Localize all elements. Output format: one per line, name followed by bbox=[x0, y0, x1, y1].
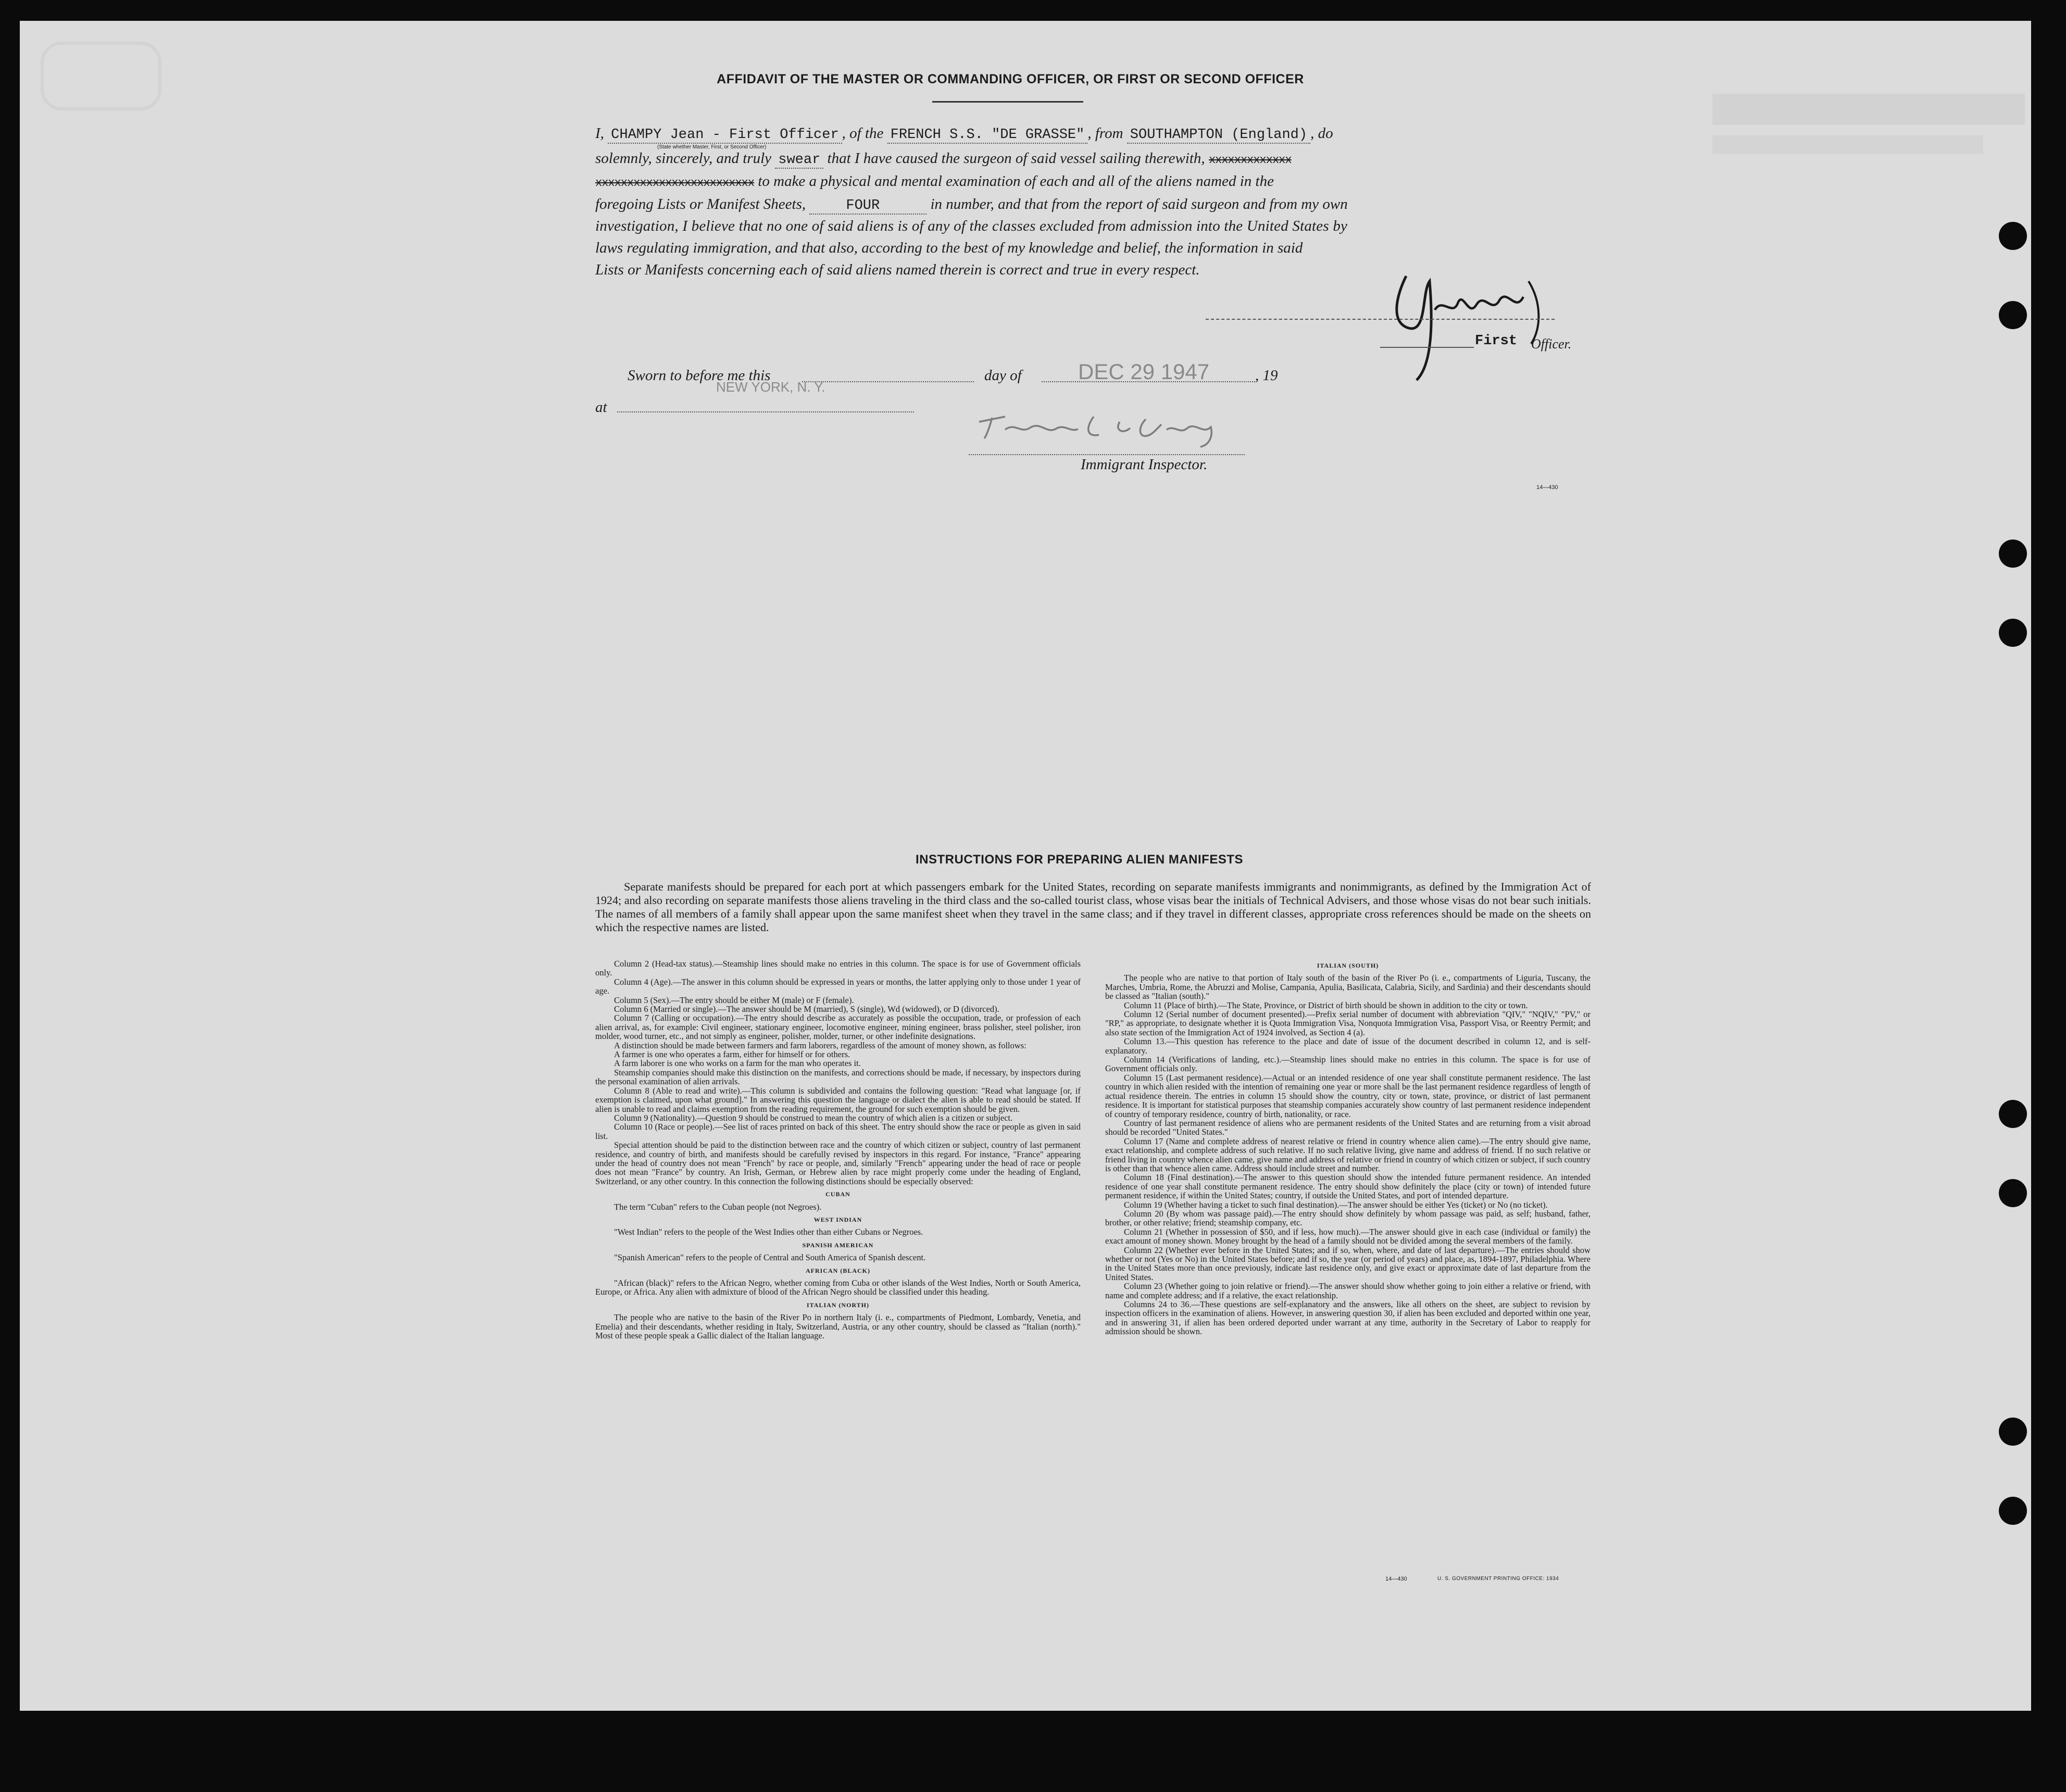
printer-imprint: U. S. GOVERNMENT PRINTING OFFICE: 1934 bbox=[1437, 1576, 1559, 1582]
signature-line bbox=[1380, 347, 1474, 348]
officer-name-field: CHAMPY Jean - First Officer bbox=[608, 127, 842, 144]
affidavit-line-4 bbox=[595, 195, 1590, 215]
officer-title-typed: First bbox=[1475, 333, 1518, 349]
instruction-paragraph: Column 22 (Whether ever before in the United States; and if so, when, where, and date of last departure).—The entries should show whether or not (Yes or No) in the United States before; and if so, the year (or period of years) and place, as, 1894-1897, Philadelphia. Where in the United States more than once previously, indicate last residence only, and give exact or approximate date of last departure from the United States. bbox=[1105, 1245, 1591, 1282]
affidavit-text: in number, and that from the report of said surgeon and from my own bbox=[930, 196, 1348, 212]
instruction-paragraph: Column 6 (Married or single).—The answer should be M (married), S (single), Wd (widowed), or D (divorced). bbox=[614, 1004, 999, 1014]
year-label: , 19 bbox=[1255, 367, 1278, 384]
struck-out-text: xxxxxxxxxxxxx bbox=[1208, 154, 1292, 167]
affidavit-text: foregoing Lists or Manifest Sheets, bbox=[595, 196, 806, 212]
instruction-paragraph: Column 12 (Serial number of document presented).—Prefix serial number of document with abbreviation "QIV," "NQIV," "PV," or "RP," as appropriate, to designate whether it is Quota Immigration Visa, Nonquota Immigration Visa, Passport Visa, or Reentry Permit; and also state section of the Immigration Act of 1924 involved, as Section 4 (a). bbox=[1105, 1009, 1591, 1037]
binder-hole bbox=[1999, 1179, 2027, 1207]
instruction-paragraph: Column 7 (Calling or occupation).—The entry should describe as accurately as possible the occupation, trade, or profession of each alien arrival, as, for example: Civil engineer, stationary engineer, locomotive engineer, mining engineer, brass polisher, steel polisher, iron molder, wood turner, etc., and not simply as engineer, polisher, molder, turner, or other indefinite designations. bbox=[595, 1013, 1081, 1042]
affidavit-line-5: investigation, I believe that no one of said aliens is of any of the classes excluded from admission into the United States by bbox=[595, 218, 1348, 234]
inspector-title: Immigrant Inspector. bbox=[1081, 456, 1208, 473]
departure-port-field: SOUTHAMPTON (England) bbox=[1127, 127, 1310, 144]
instruction-paragraph: "West Indian" refers to the people of the West Indies other than either Cubans or Negroes. bbox=[614, 1227, 923, 1237]
instructions-left-column bbox=[595, 959, 1081, 1340]
instruction-paragraph: The people who are native to that portion of Italy south of the basin of the River Po (i. e., compartments of Liguria, Tuscany, the Marches, Umbria, Rome, the Abruzzi and Molise, Campania, Apulia, Basilicata, Calabria, Sicily, and Sardinia) and their descendants should be classed as "Italian (south)." bbox=[1105, 973, 1591, 1001]
instruction-paragraph: Column 15 (Last permanent residence).—Actual or an intended residence of one year shall constitute permanent residence. The last country in which alien resided with the intention of remaining one year or more shall be the last permanent residence regardless of length of actual residence therein. The entries in column 15 should show the country, city or town, state, province, or district of last permanent residence. It is important for statistical purposes that steamship companies accurately show country of last permanent residence independent of country of temporary residence, country of birth, nationality, or race. bbox=[1105, 1072, 1591, 1119]
instruction-paragraph: Column 8 (Able to read and write).—This column is subdivided and contains the following question: "Read what language [or, if exemption is claimed, upon what ground]." In answering this question the language or dialect the alien is able to read should be stated. If alien is unable to read and claims exemption from the reading requirement, the ground for such exemption should be given. bbox=[595, 1085, 1081, 1114]
officer-signature bbox=[1385, 260, 1573, 385]
section-heading: ITALIAN (NORTH) bbox=[806, 1301, 870, 1309]
blank-line bbox=[617, 411, 914, 412]
rank-note: (State whether Master, First, or Second Officer) bbox=[657, 144, 767, 150]
affidavit-text: , of the bbox=[842, 125, 884, 142]
binder-hole bbox=[1999, 301, 2027, 329]
location-stamp: NEW YORK, N. Y. bbox=[716, 379, 825, 395]
footer-form-code: 14—430 bbox=[1385, 1576, 1407, 1582]
day-of-label: day of bbox=[984, 367, 1022, 384]
instruction-paragraph: "African (black)" refers to the African Negro, whether coming from Cuba or other islands of the West Indies, North or South America, Europe, or Africa. Any alien with admixture of blood of the African Negro should be classified under this heading. bbox=[595, 1278, 1081, 1297]
instruction-paragraph: Column 10 (Race or people).—See list of races printed on back of this sheet. The entry should show the race or people as given in said list. bbox=[595, 1122, 1081, 1141]
affidavit-text: to make a physical and mental examination of each and all of the aliens named in the bbox=[758, 173, 1274, 190]
oath-field: swear bbox=[775, 152, 823, 169]
binder-hole bbox=[1999, 619, 2027, 647]
officer-title-print: Officer. bbox=[1531, 336, 1572, 352]
blank-line bbox=[802, 381, 974, 382]
vessel-name-field: FRENCH S.S. "DE GRASSE" bbox=[887, 127, 1088, 144]
instruction-paragraph: Column 11 (Place of birth).—The State, Province, or District of birth should be shown in addition to the city or town. bbox=[1124, 1000, 1528, 1010]
instruction-paragraph: Country of last permanent residence of aliens who are permanent residents of the United States and are returning from a visit abroad should be recorded "United States." bbox=[1105, 1118, 1591, 1137]
signature-line bbox=[1206, 319, 1555, 320]
affidavit-text: , do bbox=[1310, 125, 1333, 142]
instruction-paragraph: The people who are native to the basin of the River Po in northern Italy (i. e., compartments of Piedmont, Lombardy, Venetia, and Emelia) and their descendants, whether residing in Italy, Switzerland, Austria, or any other country, should be classed as "Italian (north)." Most of these people speak a Gallic dialect of the Italian language. bbox=[595, 1312, 1081, 1341]
affidavit-line-1 bbox=[595, 124, 1590, 144]
affidavit-line-6: laws regulating immigration, and that also, according to the best of my knowledge and belief, the information in said bbox=[595, 240, 1303, 256]
bleed-through-mark bbox=[41, 42, 161, 110]
affidavit-line-7: Lists or Manifests concerning each of said aliens named therein is correct and true in every respect. bbox=[595, 261, 1200, 278]
instruction-paragraph: Column 23 (Whether going to join relative or friend).—The answer should show whether going to join either a relative or friend, with name and complete address; and if a relative, the exact relationship. bbox=[1105, 1281, 1591, 1300]
instructions-intro: Separate manifests should be prepared for each port at which passengers embark for the United States, recording on separate manifests immigrants and nonimmigrants, as defined by the Immigration Act of 1924; and also recording on separate manifests those aliens traveling in the third class and the so-called tourist class, whose visas bear the initials of Technical Advisers, and those whose visas do not bear such initials. The names of all members of a family shall appear upon the same manifest sheet when they travel in the same class; and if they travel in different classes, appropriate cross references should be made on the sheets on which the respective names are listed. bbox=[595, 880, 1591, 934]
affidavit-text: I, bbox=[595, 125, 604, 142]
binder-hole bbox=[1999, 1100, 2027, 1128]
instruction-paragraph: Column 13.—This question has reference to the place and date of issue of the document described in column 12, and is self-explanatory. bbox=[1105, 1036, 1591, 1056]
inspector-signature bbox=[974, 406, 1245, 448]
binder-hole bbox=[1999, 1418, 2027, 1446]
instruction-paragraph: Column 21 (Whether in possession of $50, and if less, how much).—The answer should give in each case (individual or family) the exact amount of money shown. Money brought by the head of a family should not be divided among the several members of the family. bbox=[1105, 1226, 1591, 1246]
section-heading: AFRICAN (BLACK) bbox=[806, 1267, 870, 1274]
instruction-paragraph: Column 5 (Sex).—The entry should be either M (male) or F (female). bbox=[614, 995, 854, 1005]
section-heading: WEST INDIAN bbox=[813, 1215, 862, 1223]
instruction-paragraph: Column 14 (Verifications of landing, etc.).—Steamship lines should make no entries in this column. The space is for use of Government officials only. bbox=[1105, 1055, 1591, 1074]
instruction-paragraph: A distinction should be made between farmers and farm laborers, regardless of the amount of money shown, as follows: bbox=[614, 1040, 1026, 1050]
sworn-label: Sworn to before me this bbox=[628, 367, 771, 384]
instruction-paragraph: Column 17 (Name and complete address of nearest relative or friend in country whence alien came).—The entry should give name, exact relationship, and complete address of such relative. If no such relative living, give name and address of friend. If no such relative or friend living in country whence alien came, give name and address of relative or friend in country of which citizen or subject, if such country is other than that whence alien came. Address should include street and number. bbox=[1105, 1136, 1591, 1173]
instruction-paragraph: Column 2 (Head-tax status).—Steamship lines should make no entries in this column. The space is for use of Government officials only. bbox=[595, 959, 1081, 978]
instruction-paragraph: Columns 24 to 36.—These questions are self-explanatory and the answers, like all others on the sheet, are subject to revision by inspection officers in the examination of aliens. However, in answering question 30, if alien has been excluded and deported within one year, and in answering 31, if alien has been ordered deported under warrant at any time, authority in the Secretary of Labor to reapply for admission should be shown. bbox=[1105, 1299, 1591, 1337]
instruction-paragraph: Column 18 (Final destination).—The answer to this question should show the intended future permanent residence. An intended residence of one year shall constitute permanent residence. The entry should show definitely the place (city or town) of intended future permanent residence, if within the United States; country, if outside the United States, and port of intended departure. bbox=[1105, 1172, 1591, 1201]
binder-hole bbox=[1999, 222, 2027, 250]
at-label: at bbox=[595, 399, 607, 416]
title-rule bbox=[932, 101, 1083, 103]
instructions-title: INSTRUCTIONS FOR PREPARING ALIEN MANIFESTS bbox=[915, 853, 1243, 867]
binder-hole bbox=[1999, 540, 2027, 568]
section-heading: SPANISH AMERICAN bbox=[802, 1241, 874, 1249]
instruction-paragraph: Column 4 (Age).—The answer in this column should be expressed in years or months, the latter applying only to those under 1 year of age. bbox=[595, 976, 1081, 996]
affidavit-text: solemnly, sincerely, and truly bbox=[595, 150, 772, 167]
date-stamp: DEC 29 1947 bbox=[1078, 359, 1210, 384]
instruction-paragraph: Column 9 (Nationality).—Question 9 should be construed to mean the country of which alien is a citizen or subject. bbox=[614, 1112, 1013, 1123]
binder-hole bbox=[1999, 1497, 2027, 1525]
instructions-right-column bbox=[1105, 961, 1591, 1336]
instruction-paragraph: Column 20 (By whom was passage paid).—The entry should show definitely by whom passage was paid, as self; husband, father, brother, or other relative; friend; steamship company, etc. bbox=[1105, 1208, 1591, 1228]
instruction-paragraph: Column 19 (Whether having a ticket to such final destination).—The answer should be either Yes (ticket) or No (no ticket). bbox=[1124, 1199, 1548, 1210]
form-code: 14—430 bbox=[1536, 484, 1558, 491]
affidavit-line-3 bbox=[595, 172, 1590, 193]
affidavit-title: AFFIDAVIT OF THE MASTER OR COMMANDING OFFICER, OR FIRST OR SECOND OFFICER bbox=[717, 72, 1304, 86]
instruction-paragraph: "Spanish American" refers to the people of Central and South America of Spanish descent. bbox=[614, 1252, 926, 1263]
instruction-paragraph: Steamship companies should make this distinction on the manifests, and corrections should be made, if necessary, by inspectors during the personal examination of alien arrivals. bbox=[595, 1067, 1081, 1087]
affidavit-text: that I have caused the surgeon of said vessel sailing therewith, bbox=[827, 150, 1205, 167]
instruction-paragraph: The term "Cuban" refers to the Cuban people (not Negroes). bbox=[614, 1201, 822, 1212]
sheet-count-field: FOUR bbox=[809, 198, 926, 215]
instruction-paragraph: Special attention should be paid to the distinction between race and the country of which citizen or subject, country of last permanent residence, and country of birth, and manifests should be carefully revised by inspectors in this regard. For instance, "France" appearing under the head of country does not mean "French" by race or people, and, similarly "French" appearing under the head of race or people does not mean "France" by country. An Irish, German, or Hebrew alien by race might properly come under the heading of England, Switzerland, or any other country. In this connection the following distinctions should be especially observed: bbox=[595, 1140, 1081, 1186]
section-heading: CUBAN bbox=[825, 1191, 850, 1198]
signature-line bbox=[969, 454, 1245, 455]
section-heading: ITALIAN (SOUTH) bbox=[1317, 962, 1379, 969]
affidavit-line-2 bbox=[595, 149, 1590, 170]
instruction-paragraph: A farmer is one who operates a farm, either for himself or for others. bbox=[614, 1049, 850, 1060]
bleed-through-band bbox=[1712, 135, 1983, 154]
affidavit-text: , from bbox=[1087, 125, 1123, 142]
bleed-through-band bbox=[1712, 94, 2025, 125]
instruction-paragraph: A farm laborer is one who works on a farm for the man who operates it. bbox=[614, 1058, 861, 1069]
struck-out-text: xxxxxxxxxxxxxxxxxxxxxxxxx bbox=[595, 177, 755, 190]
